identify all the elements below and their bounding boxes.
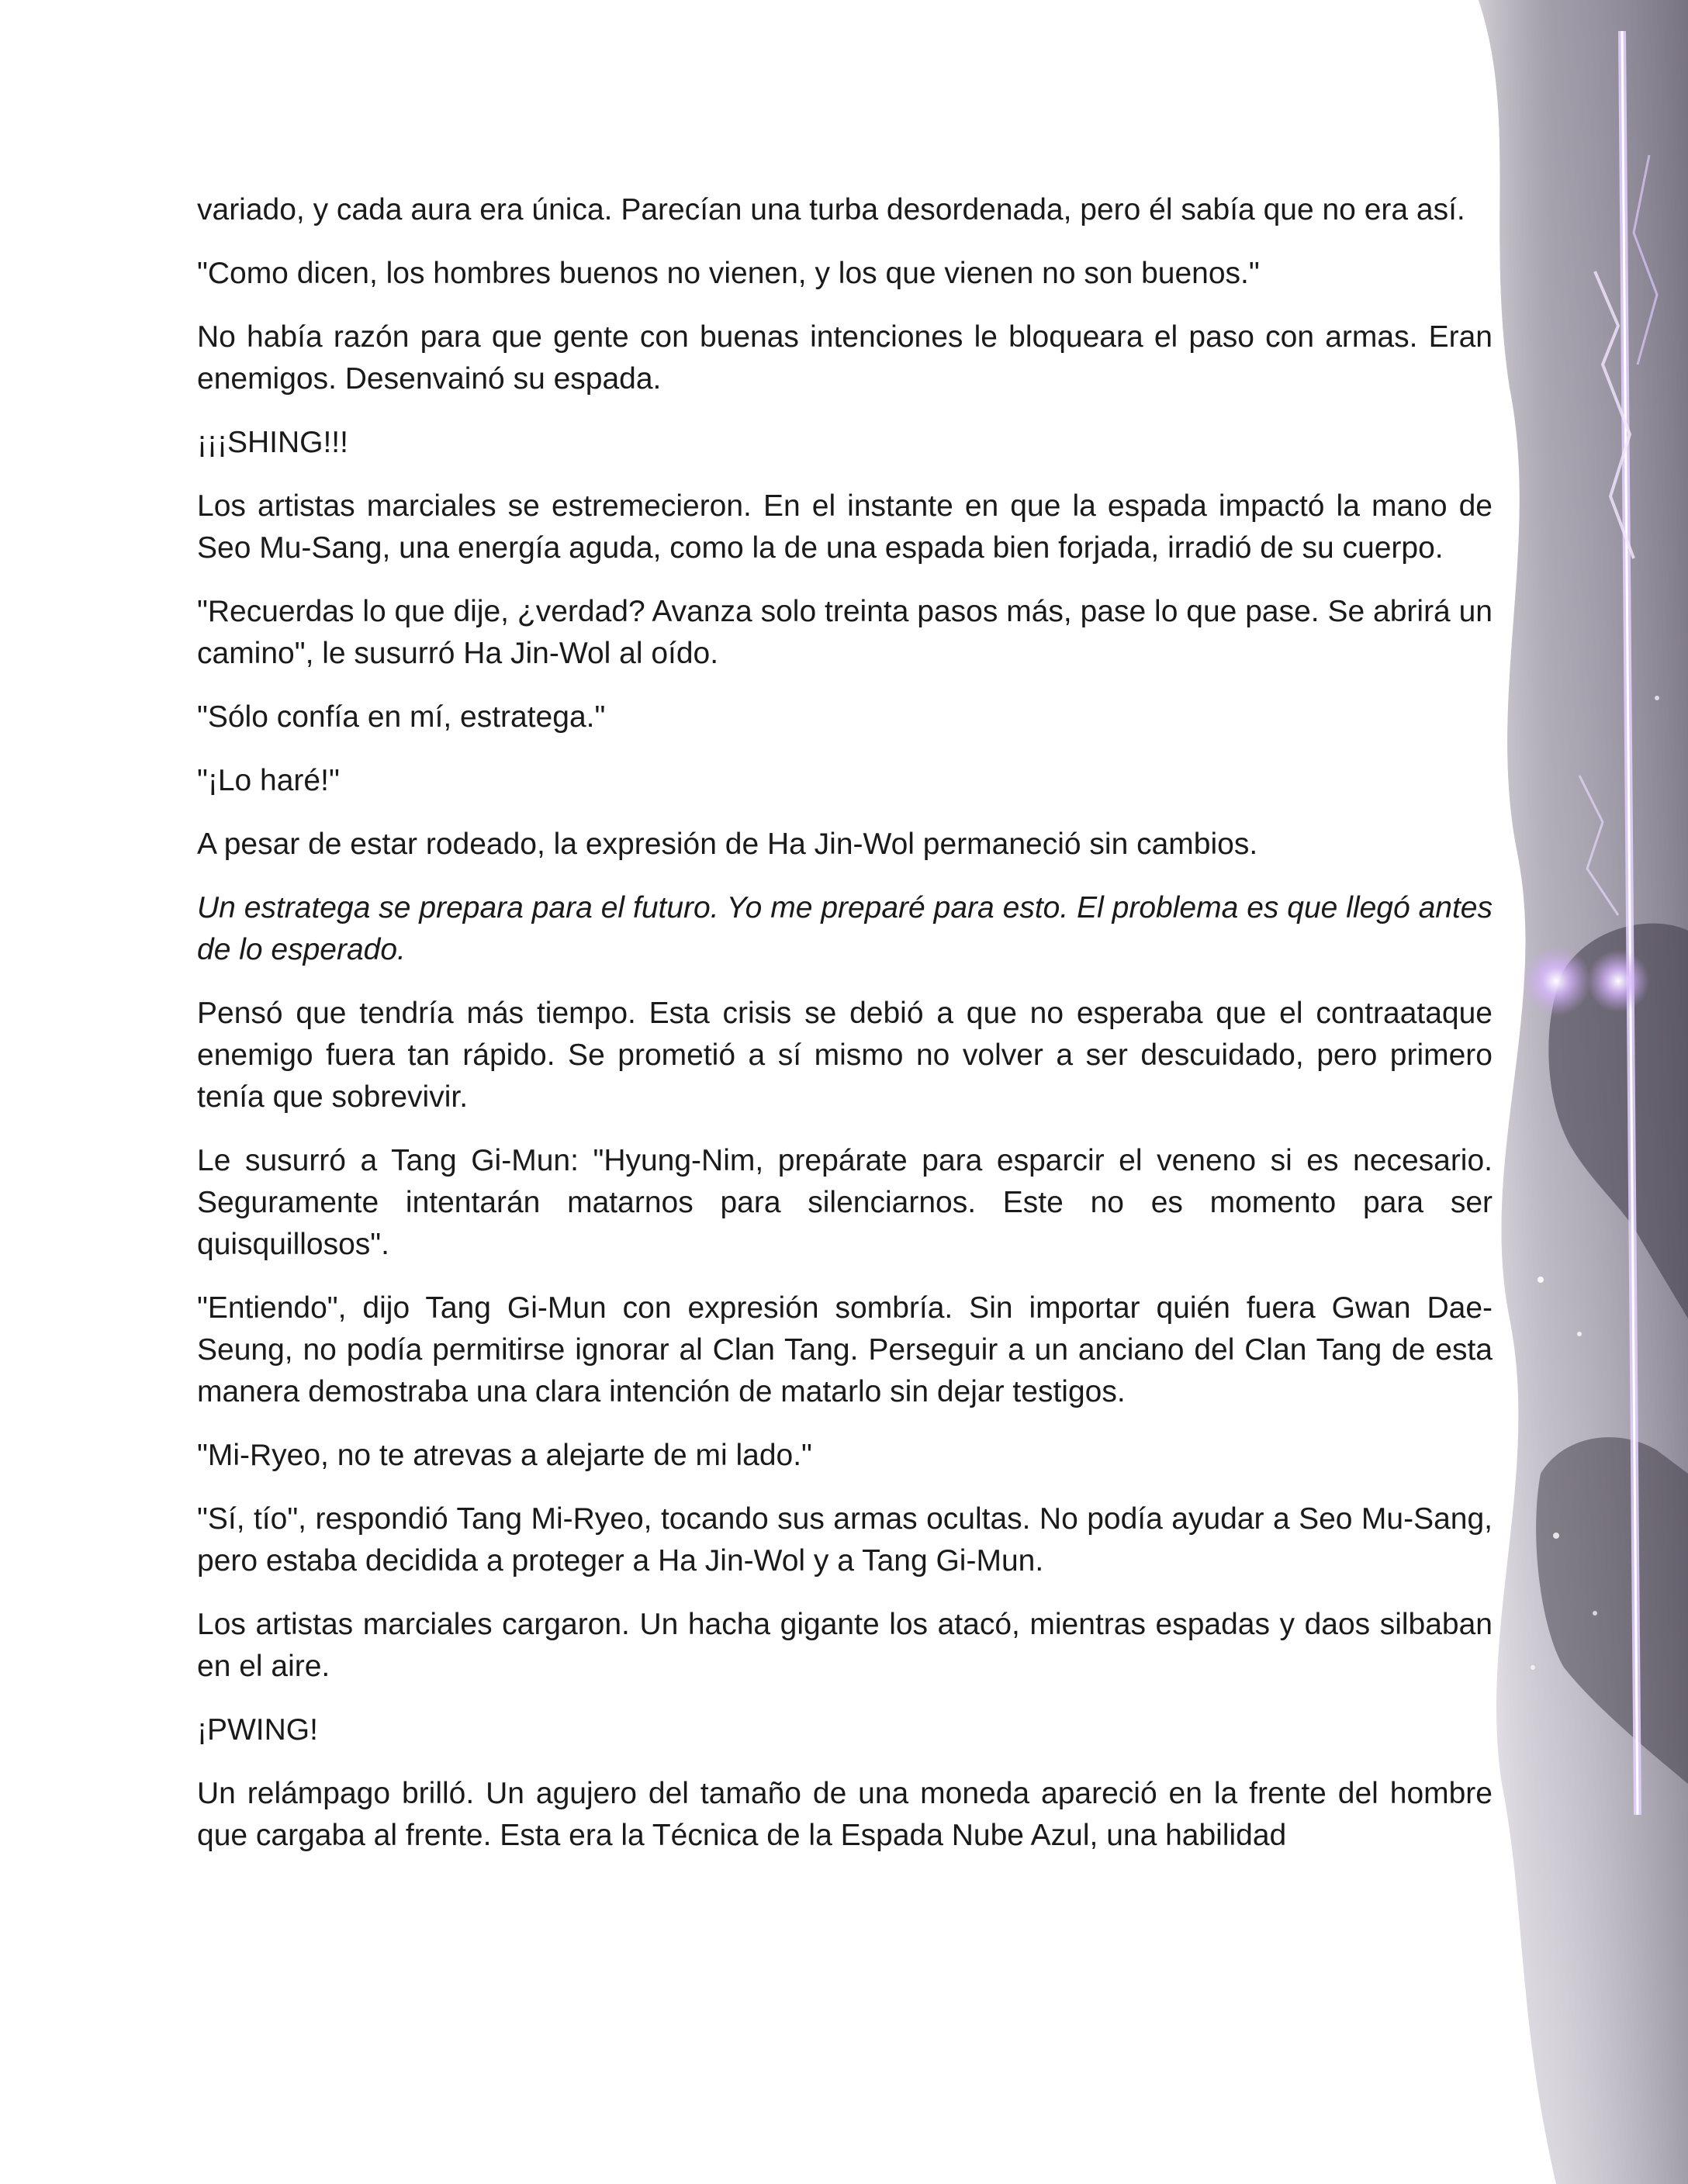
paragraph: "Recuerdas lo que dije, ¿verdad? Avanza solo treinta pasos más, pase lo que pase. Se abrirá un camino", le susurró Ha Jin-Wol al oído. — [197, 595, 1493, 670]
paragraph: A pesar de estar rodeado, la expresión de Ha Jin-Wol permaneció sin cambios. — [197, 828, 1258, 861]
paragraph: Le susurró a Tang Gi-Mun: "Hyung-Nim, prepárate para esparcir el veneno si es necesario. Seguramente intentarán matarnos para silenciarnos. Este no es momento para ser quisquillosos". — [197, 1144, 1493, 1261]
paragraph: variado, y cada aura era única. Parecían una turba desordenada, pero él sabía que no era así. — [197, 193, 1465, 226]
paragraph: "Sólo confía en mí, estratega." — [197, 700, 606, 734]
paragraph: "¡Lo haré!" — [197, 764, 340, 797]
body-text — [197, 189, 1493, 1878]
paragraph: ¡PWING! — [197, 1713, 318, 1747]
paragraph: Los artistas marciales se estremecieron. En el instante en que la espada impactó la mano de Seo Mu-Sang, una energía aguda, como la de una espada bien forjada, irradió de su cuerpo. — [197, 489, 1493, 565]
paragraph: Los artistas marciales cargaron. Un hacha gigante los atacó, mientras espadas y daos silbaban en el aire. — [197, 1608, 1493, 1683]
paragraph: No había razón para que gente con buenas intenciones le bloqueara el paso con armas. Eran enemigos. Desenvainó su espada. — [197, 320, 1493, 396]
paragraph: "Sí, tío", respondió Tang Mi-Ryeo, tocando sus armas ocultas. No podía ayudar a Seo Mu-Sang, pero estaba decidida a proteger a Ha Jin-Wol y a Tang Gi-Mun. — [197, 1502, 1493, 1578]
paragraph: Un relámpago brilló. Un agujero del tamaño de una moneda apareció en la frente del hombre que cargaba al frente. Esta era la Técnica de la Espada Nube Azul, una habilidad — [197, 1777, 1493, 1852]
paragraph: "Mi-Ryeo, no te atrevas a alejarte de mi lado." — [197, 1439, 812, 1472]
paragraph: "Como dicen, los hombres buenos no vienen, y los que vienen no son buenos." — [197, 257, 1260, 290]
italic-paragraph: Un estratega se prepara para el futuro. Yo me preparé para esto. El problema es que llegó antes de lo esperado. — [197, 891, 1493, 966]
paragraph: ¡¡¡SHING!!! — [197, 426, 348, 459]
paragraph: Pensó que tendría más tiempo. Esta crisis se debió a que no esperaba que el contraataque enemigo fuera tan rápido. Se prometió a sí mismo no volver a ser descuidado, pero primero tenía que sobrevivir. — [197, 997, 1493, 1114]
paragraph: "Entiendo", dijo Tang Gi-Mun con expresión sombría. Sin importar quién fuera Gwan Dae-Seung, no podía permitirse ignorar al Clan Tang. Perseguir a un anciano del Clan Tang de esta manera demostraba una clara intención de matarlo sin dejar testigos. — [197, 1291, 1493, 1408]
